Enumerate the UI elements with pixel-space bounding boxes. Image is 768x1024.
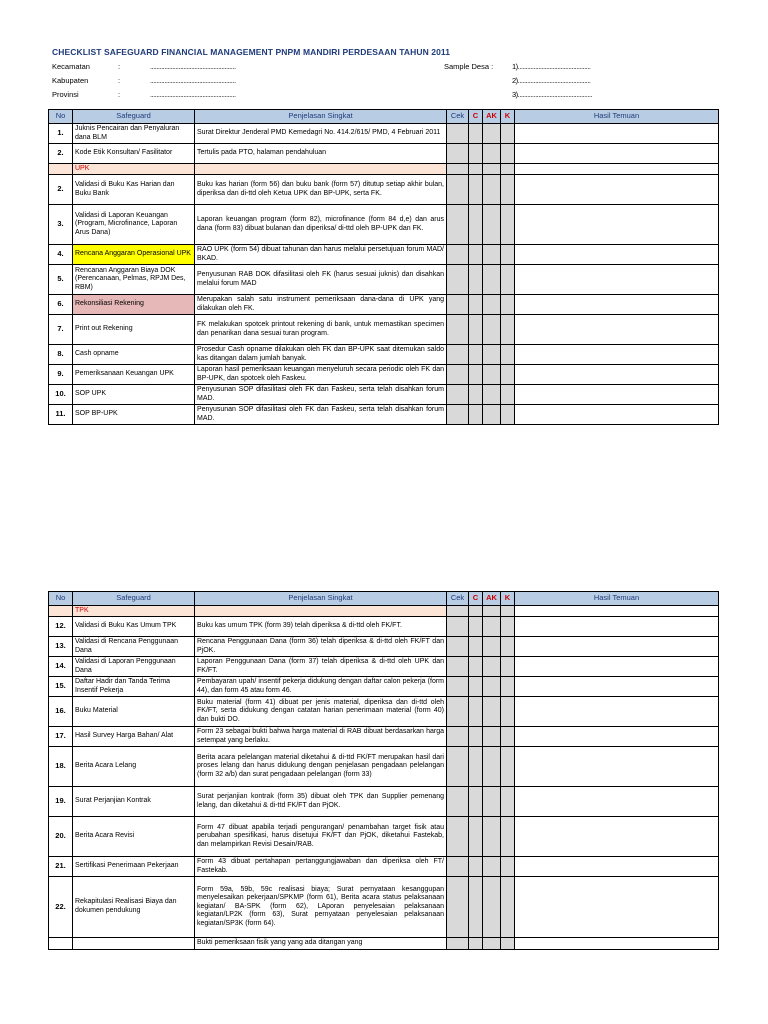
table-row [49, 877, 719, 938]
row-number: 15. [49, 677, 73, 697]
c-checkbox-cell[interactable] [469, 295, 483, 315]
ak-checkbox-cell[interactable] [483, 938, 501, 950]
safeguard-cell: Juknis Pencairan dan Penyaluran dana BLM [73, 124, 195, 144]
document-meta [52, 62, 612, 104]
k-checkbox-cell[interactable] [501, 295, 515, 315]
cek-checkbox-cell[interactable] [447, 345, 469, 365]
row-number: 8. [49, 345, 73, 365]
section-no-cell [49, 164, 73, 175]
c-checkbox-cell[interactable] [469, 265, 483, 295]
ak-checkbox-cell[interactable] [483, 405, 501, 425]
row-number: 14. [49, 657, 73, 677]
table-row [49, 295, 719, 315]
safeguard-cell: Rencana Anggaran Operasional UPK [73, 245, 195, 265]
table-row [49, 265, 719, 295]
safeguard-cell [73, 938, 195, 950]
ak-checkbox-cell[interactable] [483, 606, 501, 617]
table-row [49, 697, 719, 727]
penjelasan-cell: Penyusunan SOP difasilitasi oleh FK dan Faskeu, serta telah disahkan forum MAD. [195, 385, 447, 405]
c-checkbox-cell[interactable] [469, 677, 483, 697]
table-body-tpk [49, 606, 719, 950]
col-ak-header: AK [483, 592, 501, 606]
hasil-temuan-cell[interactable] [515, 405, 719, 425]
penjelasan-cell: Form 47 dibuat apabila terjadi pengurangan/ penambahan target fisik atau perubahan spesifikasi, harus disetujui FK/FT dan PjOK, diketahui Fastekab, dan melampirkan Revisi Desain/RAB. [195, 817, 447, 857]
c-checkbox-cell[interactable] [469, 175, 483, 205]
ak-checkbox-cell[interactable] [483, 385, 501, 405]
penjelasan-cell: Buku kas harian (form 56) dan buku bank (form 57) ditutup setiap akhir bulan, diperiksa dan di-ttd oleh Ketua UPK dan BP-UPK, serta FK. [195, 175, 447, 205]
k-checkbox-cell[interactable] [501, 657, 515, 677]
ak-checkbox-cell[interactable] [483, 124, 501, 144]
k-checkbox-cell[interactable] [501, 747, 515, 787]
k-checkbox-cell[interactable] [501, 315, 515, 345]
k-checkbox-cell[interactable] [501, 265, 515, 295]
row-number: 22. [49, 877, 73, 938]
safeguard-cell: Berita Acara Lelang [73, 747, 195, 787]
ak-checkbox-cell[interactable] [483, 877, 501, 938]
table-row [49, 365, 719, 385]
c-checkbox-cell[interactable] [469, 617, 483, 637]
ak-checkbox-cell[interactable] [483, 617, 501, 637]
hasil-temuan-cell[interactable] [515, 877, 719, 938]
row-number: 21. [49, 857, 73, 877]
row-number: 3. [49, 205, 73, 245]
col-ak-header: AK [483, 110, 501, 124]
penjelasan-cell: Form 43 dibuat pertahapan pertanggungjawaban dan diperiksa oleh FT/ Fastekab. [195, 857, 447, 877]
section-row [49, 164, 719, 175]
table-row [49, 315, 719, 345]
row-number: 6. [49, 295, 73, 315]
cek-checkbox-cell[interactable] [447, 787, 469, 817]
table-row [49, 657, 719, 677]
hasil-temuan-cell[interactable] [515, 637, 719, 657]
section-no-cell [49, 606, 73, 617]
ak-checkbox-cell[interactable] [483, 265, 501, 295]
cek-checkbox-cell[interactable] [447, 175, 469, 205]
penjelasan-cell: Surat perjanjian kontrak (form 35) dibuat oleh TPK dan Supplier pemenang lelang, dan diketahui & di-ttd FK/FT dan PjOK. [195, 787, 447, 817]
cek-checkbox-cell[interactable] [447, 315, 469, 345]
penjelasan-cell: Buku kas umum TPK (form 39) telah diperiksa & di-ttd oleh FK/FT. [195, 617, 447, 637]
kecamatan-label: Kecamatan [52, 62, 90, 71]
c-checkbox-cell[interactable] [469, 637, 483, 657]
k-checkbox-cell[interactable] [501, 144, 515, 164]
table-row [49, 857, 719, 877]
c-checkbox-cell[interactable] [469, 385, 483, 405]
col-hasil-header: Hasil Temuan [515, 110, 719, 124]
row-number: 5. [49, 265, 73, 295]
col-c-header: C [469, 592, 483, 606]
kecamatan-field: ...................................................... [150, 62, 236, 71]
kabupaten-field: ...................................................... [150, 76, 236, 85]
c-checkbox-cell[interactable] [469, 315, 483, 345]
sample-desa-2: 2).............................................. [512, 76, 591, 85]
hasil-temuan-cell[interactable] [515, 315, 719, 345]
kabupaten-colon: : [118, 76, 121, 85]
row-number: 1. [49, 124, 73, 144]
hasil-temuan-cell[interactable] [515, 677, 719, 697]
penjelasan-cell: Laporan keuangan program (form 82), microfinance (form 84 d,e) dan arus dana (form 83) dibuat bulanan dan diperiksa/ di-ttd oleh BP-UPK dan FK. [195, 205, 447, 245]
cek-checkbox-cell[interactable] [447, 697, 469, 727]
row-number: 11. [49, 405, 73, 425]
ak-checkbox-cell[interactable] [483, 175, 501, 205]
provinsi-colon: : [118, 90, 121, 99]
cek-checkbox-cell[interactable] [447, 657, 469, 677]
ak-checkbox-cell[interactable] [483, 205, 501, 245]
safeguard-cell: Berita Acara Revisi [73, 817, 195, 857]
k-checkbox-cell[interactable] [501, 857, 515, 877]
checklist-table-tpk [48, 591, 719, 950]
cek-checkbox-cell[interactable] [447, 606, 469, 617]
col-c-header: C [469, 110, 483, 124]
cek-checkbox-cell[interactable] [447, 144, 469, 164]
cek-checkbox-cell[interactable] [447, 124, 469, 144]
ak-checkbox-cell[interactable] [483, 697, 501, 727]
safeguard-cell: Validasi di Rencana Penggunaan Dana [73, 637, 195, 657]
provinsi-label: Provinsi [52, 90, 79, 99]
ak-checkbox-cell[interactable] [483, 315, 501, 345]
table-row [49, 817, 719, 857]
penjelasan-cell: Bukti pemeriksaan fisik yang yang ada ditangan yang [195, 938, 447, 950]
penjelasan-cell: RAO UPK (form 54) dibuat tahunan dan harus melalui persetujuan forum MAD/ BKAD. [195, 245, 447, 265]
c-checkbox-cell[interactable] [469, 657, 483, 677]
col-no-header: No [49, 110, 73, 124]
penjelasan-cell: Laporan Penggunaan Dana (form 37) telah diperiksa & di-ttd oleh UPK dan FK/FT. [195, 657, 447, 677]
table-row [49, 175, 719, 205]
safeguard-cell: Validasi di Laporan Keuangan (Program, Microfinance, Laporan Arus Dana) [73, 205, 195, 245]
row-number: 17. [49, 727, 73, 747]
c-checkbox-cell[interactable] [469, 606, 483, 617]
cek-checkbox-cell[interactable] [447, 245, 469, 265]
safeguard-cell: Pemeriksanaan Keuangan UPK [73, 365, 195, 385]
k-checkbox-cell[interactable] [501, 787, 515, 817]
safeguard-cell: SOP UPK [73, 385, 195, 405]
c-checkbox-cell[interactable] [469, 345, 483, 365]
k-checkbox-cell[interactable] [501, 877, 515, 938]
hasil-temuan-cell[interactable] [515, 144, 719, 164]
safeguard-cell: Validasi di Laporan Penggunaan Dana [73, 657, 195, 677]
safeguard-cell: Print out Rekening [73, 315, 195, 345]
k-checkbox-cell[interactable] [501, 405, 515, 425]
hasil-temuan-cell[interactable] [515, 365, 719, 385]
table-body-upk [49, 124, 719, 425]
row-number: 2. [49, 175, 73, 205]
safeguard-cell: Buku Material [73, 697, 195, 727]
k-checkbox-cell[interactable] [501, 637, 515, 657]
document-title: CHECKLIST SAFEGUARD FINANCIAL MANAGEMENT PNPM MANDIRI PERDESAAN TAHUN 2011 [52, 47, 451, 57]
col-penjelasan-header: Penjelasan Singkat [195, 110, 447, 124]
col-hasil-header: Hasil Temuan [515, 592, 719, 606]
cek-checkbox-cell[interactable] [447, 727, 469, 747]
c-checkbox-cell[interactable] [469, 365, 483, 385]
penjelasan-cell: FK melakukan spotcek printout rekening di bank, untuk memastikan specimen dan penarikan dana sesuai turan program. [195, 315, 447, 345]
row-number: 13. [49, 637, 73, 657]
col-k-header: K [501, 592, 515, 606]
safeguard-cell: SOP BP-UPK [73, 405, 195, 425]
hasil-temuan-cell[interactable] [515, 175, 719, 205]
hasil-temuan-cell[interactable] [515, 345, 719, 365]
cek-checkbox-cell[interactable] [447, 164, 469, 175]
row-number [49, 938, 73, 950]
kabupaten-row [52, 76, 612, 90]
section-blank-cell [195, 164, 447, 175]
cek-checkbox-cell[interactable] [447, 405, 469, 425]
penjelasan-cell: Form 59a, 59b, 59c realisasi biaya; Surat pernyataan kesanggupan menyelesaikan pekerjaan/SPKMP (form 61), Berita acara status pelaksanaan kegiatan/ BA-SPK (form 62), LAporan penyelesaian pelaksanaan kegiatan/LP2K (form 63), Surat pernyataan penyelesaian pelaksanaan kegiatan/SP3K (form 64). [195, 877, 447, 938]
table-row [49, 144, 719, 164]
section-label: UPK [73, 164, 195, 175]
hasil-temuan-cell[interactable] [515, 657, 719, 677]
ak-checkbox-cell[interactable] [483, 727, 501, 747]
hasil-temuan-cell[interactable] [515, 857, 719, 877]
table-row [49, 617, 719, 637]
hasil-temuan-cell[interactable] [515, 817, 719, 857]
k-checkbox-cell[interactable] [501, 817, 515, 857]
ak-checkbox-cell[interactable] [483, 345, 501, 365]
row-number: 4. [49, 245, 73, 265]
c-checkbox-cell[interactable] [469, 817, 483, 857]
k-checkbox-cell[interactable] [501, 727, 515, 747]
hasil-temuan-cell[interactable] [515, 697, 719, 727]
c-checkbox-cell[interactable] [469, 857, 483, 877]
penjelasan-cell: Penyusunan RAB DOK difasilitasi oleh FK (harus sesuai juknis) dan disahkan melalui forum MAD [195, 265, 447, 295]
c-checkbox-cell[interactable] [469, 747, 483, 787]
c-checkbox-cell[interactable] [469, 405, 483, 425]
col-no-header: No [49, 592, 73, 606]
hasil-temuan-cell[interactable] [515, 606, 719, 617]
sample-desa-1: 1).............................................. [512, 62, 591, 71]
cek-checkbox-cell[interactable] [447, 365, 469, 385]
penjelasan-cell: Buku material (form 41) dibuat per jenis material, diperiksa dan di-ttd oleh FK/FT, serta didukung dengan catatan harian penerimaan material (form 40) dan bukti DO. [195, 697, 447, 727]
ak-checkbox-cell[interactable] [483, 295, 501, 315]
safeguard-cell: Cash opname [73, 345, 195, 365]
row-number: 18. [49, 747, 73, 787]
k-checkbox-cell[interactable] [501, 245, 515, 265]
safeguard-cell: Validasi di Buku Kas Umum TPK [73, 617, 195, 637]
safeguard-cell: Validasi di Buku Kas Harian dan Buku Bank [73, 175, 195, 205]
c-checkbox-cell[interactable] [469, 164, 483, 175]
penjelasan-cell: Merupakan salah satu instrument pemeriksaan dana-dana di UPK yang dilakukan oleh FK. [195, 295, 447, 315]
k-checkbox-cell[interactable] [501, 365, 515, 385]
table-row [49, 245, 719, 265]
cek-checkbox-cell[interactable] [447, 677, 469, 697]
hasil-temuan-cell[interactable] [515, 617, 719, 637]
row-number: 16. [49, 697, 73, 727]
table-row [49, 124, 719, 144]
k-checkbox-cell[interactable] [501, 385, 515, 405]
ak-checkbox-cell[interactable] [483, 657, 501, 677]
col-safeguard-header: Safeguard [73, 592, 195, 606]
ak-checkbox-cell[interactable] [483, 365, 501, 385]
ak-checkbox-cell[interactable] [483, 245, 501, 265]
k-checkbox-cell[interactable] [501, 677, 515, 697]
sample-desa-3: 3)............................................... [512, 90, 593, 99]
penjelasan-cell: Tertulis pada PTO, halaman pendahuluan [195, 144, 447, 164]
ak-checkbox-cell[interactable] [483, 747, 501, 787]
checklist-table-upk [48, 109, 719, 425]
k-checkbox-cell[interactable] [501, 124, 515, 144]
hasil-temuan-cell[interactable] [515, 124, 719, 144]
table-row [49, 637, 719, 657]
col-cek-header: Cek [447, 592, 469, 606]
ak-checkbox-cell[interactable] [483, 164, 501, 175]
table-row [49, 385, 719, 405]
cek-checkbox-cell[interactable] [447, 617, 469, 637]
penjelasan-cell: Prosedur Cash opname dilakukan oleh FK dan BP-UPK saat ditemukan saldo kas ditangan dalam jumlah banyak. [195, 345, 447, 365]
safeguard-cell: Rekonsiliasi Rekening [73, 295, 195, 315]
safeguard-cell: Kode Etik Konsultan/ Fasilitator [73, 144, 195, 164]
cek-checkbox-cell[interactable] [447, 265, 469, 295]
c-checkbox-cell[interactable] [469, 144, 483, 164]
section-label: TPK [73, 606, 195, 617]
cek-checkbox-cell[interactable] [447, 637, 469, 657]
hasil-temuan-cell[interactable] [515, 265, 719, 295]
col-cek-header: Cek [447, 110, 469, 124]
ak-checkbox-cell[interactable] [483, 677, 501, 697]
table-header-row [49, 110, 719, 124]
penjelasan-cell: Penyusunan SOP difasilitasi oleh FK dan Faskeu, serta telah disahkan forum MAD. [195, 405, 447, 425]
col-penjelasan-header: Penjelasan Singkat [195, 592, 447, 606]
c-checkbox-cell[interactable] [469, 727, 483, 747]
row-number: 10. [49, 385, 73, 405]
c-checkbox-cell[interactable] [469, 245, 483, 265]
col-k-header: K [501, 110, 515, 124]
k-checkbox-cell[interactable] [501, 617, 515, 637]
hasil-temuan-cell[interactable] [515, 295, 719, 315]
table-row [49, 938, 719, 950]
section-row [49, 606, 719, 617]
table-row [49, 345, 719, 365]
kecamatan-row [52, 62, 612, 76]
provinsi-field: ...................................................... [150, 90, 236, 99]
row-number: 20. [49, 817, 73, 857]
k-checkbox-cell[interactable] [501, 606, 515, 617]
penjelasan-cell: Berita acara pelelangan material diketahui & di-ttd FK/FT merupakan hasil dari proses lelang dan harus didukung dengan penjelasan pengadaan pelelangan (form 32 a/b) dan surat pengadaan pelelangan (form 33) [195, 747, 447, 787]
k-checkbox-cell[interactable] [501, 205, 515, 245]
table-row [49, 747, 719, 787]
c-checkbox-cell[interactable] [469, 938, 483, 950]
cek-checkbox-cell[interactable] [447, 857, 469, 877]
kecamatan-colon: : [118, 62, 121, 71]
k-checkbox-cell[interactable] [501, 697, 515, 727]
safeguard-cell: Hasil Survey Harga Bahan/ Alat [73, 727, 195, 747]
row-number: 2. [49, 144, 73, 164]
ak-checkbox-cell[interactable] [483, 857, 501, 877]
safeguard-cell: Rekapitulasi Realisasi Biaya dan dokumen pendukung [73, 877, 195, 938]
table-row [49, 405, 719, 425]
safeguard-cell: Sertifikasi Penerimaan Pekerjaan [73, 857, 195, 877]
cek-checkbox-cell[interactable] [447, 877, 469, 938]
kabupaten-label: Kabupaten [52, 76, 89, 85]
ak-checkbox-cell[interactable] [483, 817, 501, 857]
row-number: 19. [49, 787, 73, 817]
c-checkbox-cell[interactable] [469, 205, 483, 245]
cek-checkbox-cell[interactable] [447, 817, 469, 857]
ak-checkbox-cell[interactable] [483, 144, 501, 164]
cek-checkbox-cell[interactable] [447, 205, 469, 245]
provinsi-row [52, 90, 612, 104]
c-checkbox-cell[interactable] [469, 877, 483, 938]
c-checkbox-cell[interactable] [469, 124, 483, 144]
hasil-temuan-cell[interactable] [515, 747, 719, 787]
hasil-temuan-cell[interactable] [515, 787, 719, 817]
hasil-temuan-cell[interactable] [515, 385, 719, 405]
section-blank-cell [195, 606, 447, 617]
hasil-temuan-cell[interactable] [515, 727, 719, 747]
cek-checkbox-cell[interactable] [447, 747, 469, 787]
cek-checkbox-cell[interactable] [447, 385, 469, 405]
hasil-temuan-cell[interactable] [515, 164, 719, 175]
safeguard-cell: Surat Perjanjian Kontrak [73, 787, 195, 817]
row-number: 7. [49, 315, 73, 345]
c-checkbox-cell[interactable] [469, 787, 483, 817]
row-number: 12. [49, 617, 73, 637]
penjelasan-cell: Surat Direktur Jenderal PMD Kemedagri No. 414.2/615/ PMD, 4 Februari 2011 [195, 124, 447, 144]
k-checkbox-cell[interactable] [501, 175, 515, 205]
c-checkbox-cell[interactable] [469, 697, 483, 727]
penjelasan-cell: Form 23 sebagai bukti bahwa harga material di RAB dibuat berdasarkan harga setempat yang berlaku. [195, 727, 447, 747]
table-row [49, 727, 719, 747]
hasil-temuan-cell[interactable] [515, 245, 719, 265]
penjelasan-cell: Pembayaran upah/ insentif pekerja didukung dengan daftar calon pekerja (form 44), dan form 45 atau form 46. [195, 677, 447, 697]
k-checkbox-cell[interactable] [501, 938, 515, 950]
k-checkbox-cell[interactable] [501, 345, 515, 365]
table-row [49, 787, 719, 817]
safeguard-cell: Daftar Hadir dan Tanda Terima Insentif Pekerja [73, 677, 195, 697]
cek-checkbox-cell[interactable] [447, 938, 469, 950]
cek-checkbox-cell[interactable] [447, 295, 469, 315]
ak-checkbox-cell[interactable] [483, 637, 501, 657]
safeguard-cell: Rencanan Anggaran Biaya DOK (Perencanaan, Pelmas, RPJM Des, RBM) [73, 265, 195, 295]
sample-desa-label: Sample Desa : [444, 62, 494, 71]
table-row [49, 205, 719, 245]
penjelasan-cell: Rencana Penggunaan Dana (form 36) telah diperiksa & di-ttd oleh FK/FT dan PjOK. [195, 637, 447, 657]
table-header-row [49, 592, 719, 606]
table-row [49, 677, 719, 697]
ak-checkbox-cell[interactable] [483, 787, 501, 817]
hasil-temuan-cell[interactable] [515, 205, 719, 245]
k-checkbox-cell[interactable] [501, 164, 515, 175]
penjelasan-cell: Laporan hasil pemeriksaan keuangan menyeluruh secara periodic oleh FK dan BP-UPK, dan spotcek oleh Faskeu. [195, 365, 447, 385]
hasil-temuan-cell[interactable] [515, 938, 719, 950]
row-number: 9. [49, 365, 73, 385]
col-safeguard-header: Safeguard [73, 110, 195, 124]
